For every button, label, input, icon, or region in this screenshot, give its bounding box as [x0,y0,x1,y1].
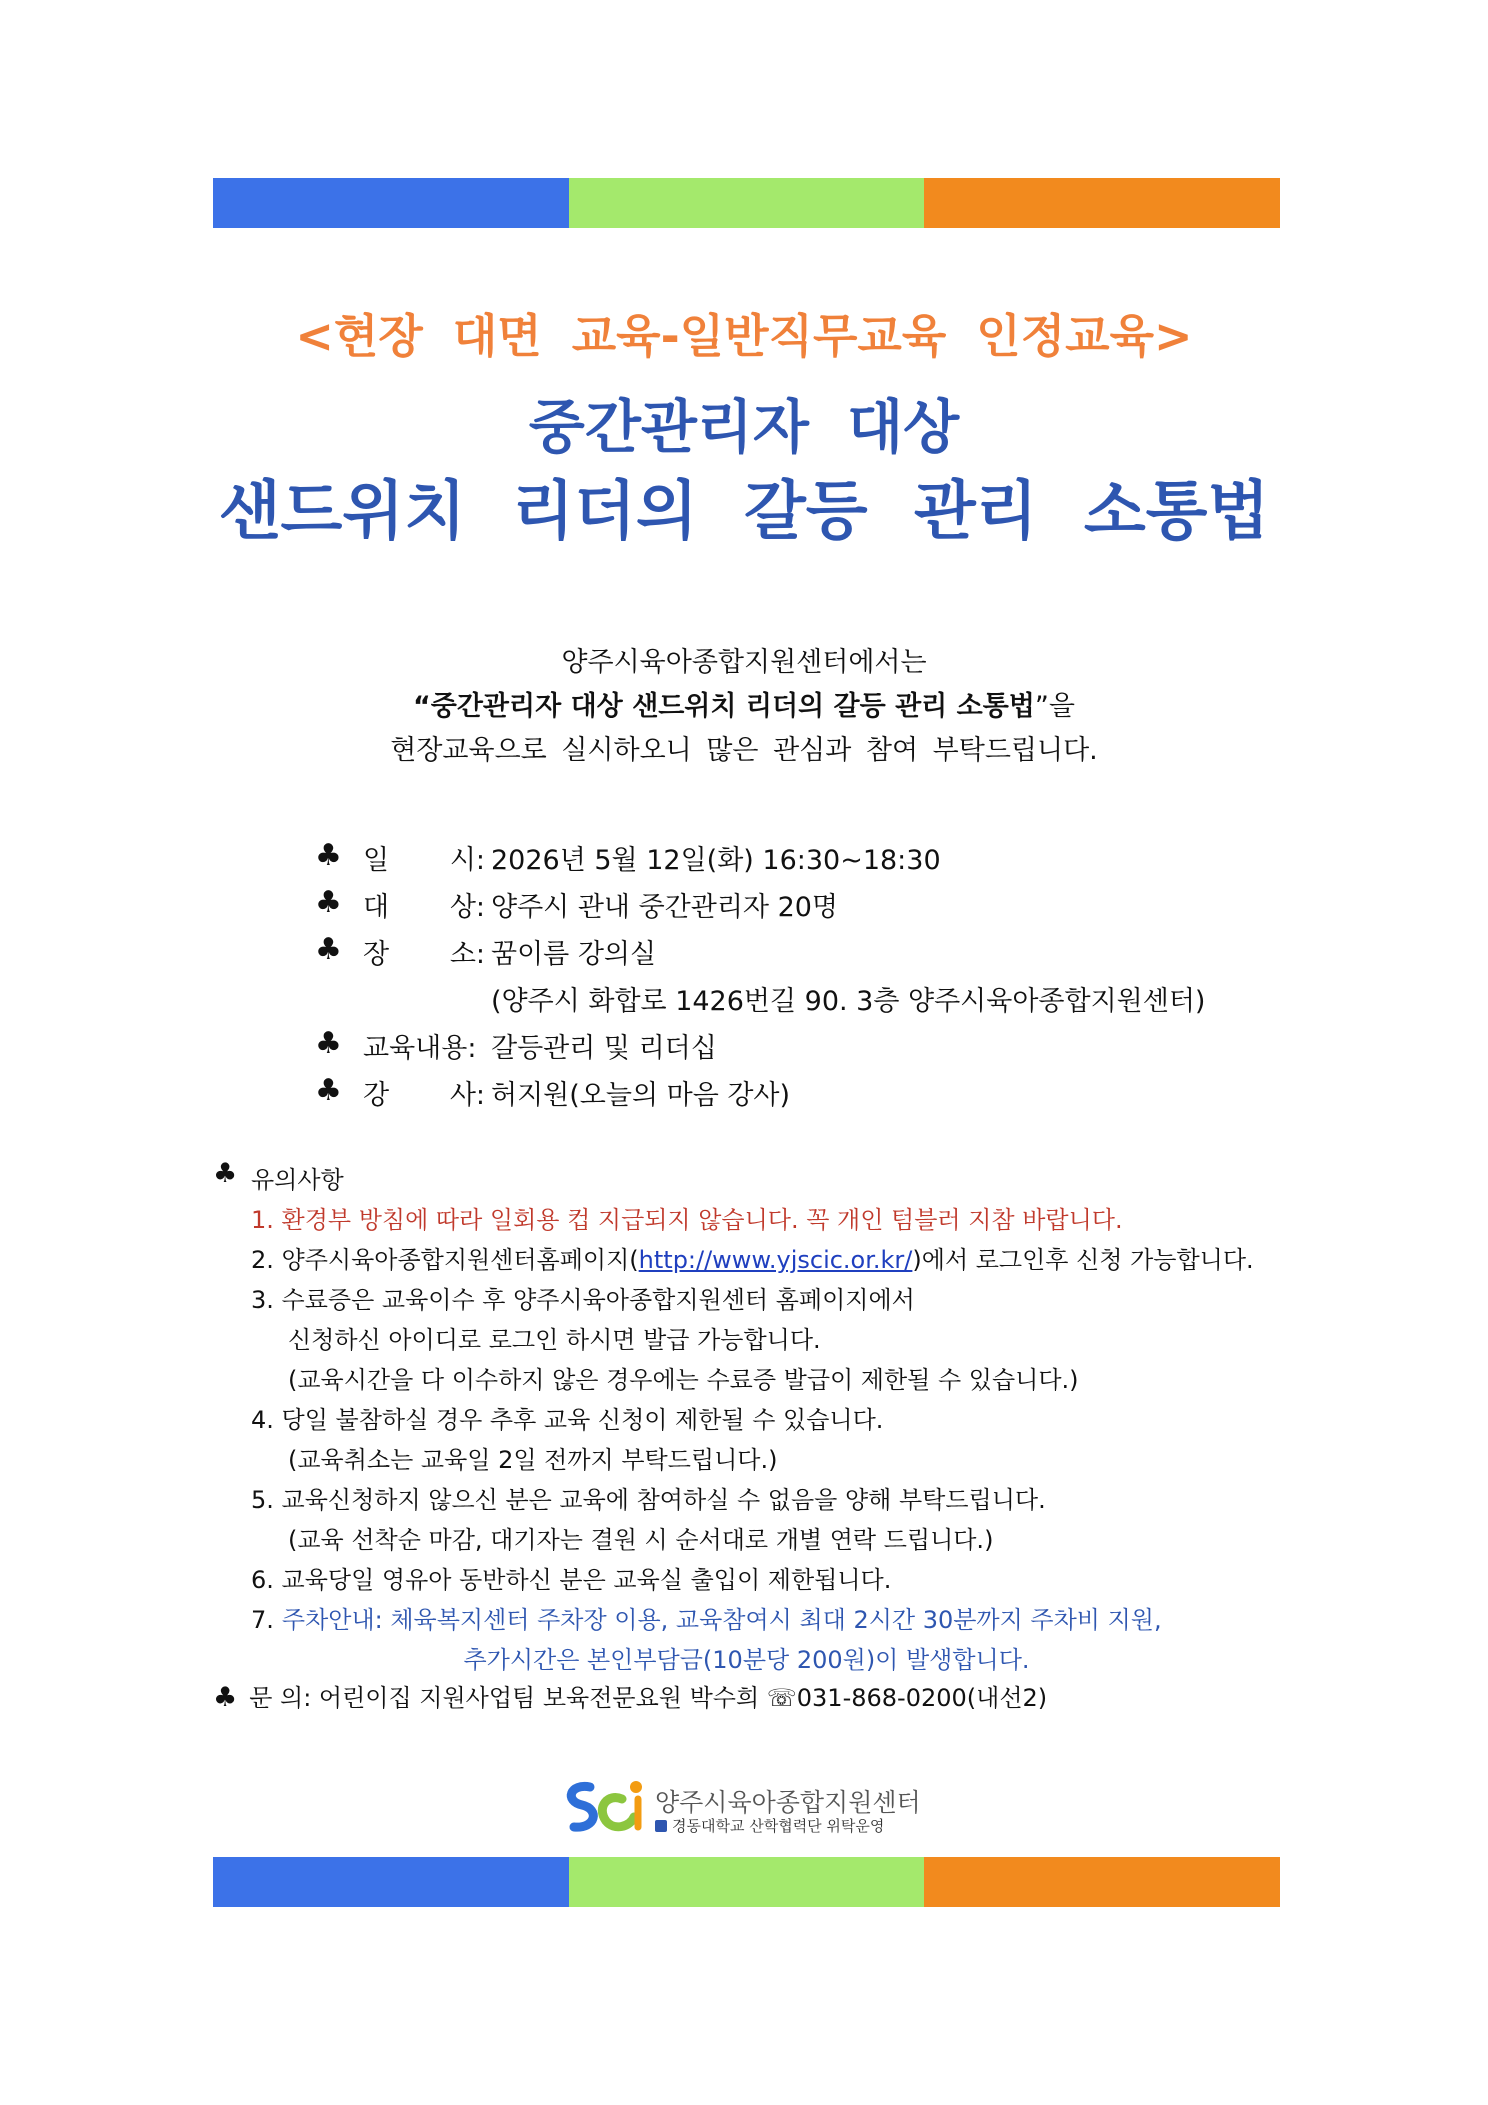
bar-segment-green [569,178,925,228]
homepage-link[interactable]: http://www.yjscic.or.kr/ [638,1246,913,1274]
university-emblem-icon [655,1820,667,1832]
note-item-5: 5. 교육신청하지 않으신 분은 교육에 참여하실 수 없음을 양해 부탁드립니다. [251,1486,1046,1514]
label-part: 사: [449,1080,485,1111]
bar-segment-orange [924,178,1280,228]
intro-suffix: ”을 [1034,691,1075,722]
club-bullet-icon: ♣ [213,1158,238,1189]
note-item-3-cont: 신청하신 아이디로 로그인 하시면 발급 가능합니다. [288,1326,821,1354]
detail-label [363,1073,485,1112]
subtitle: <현장 대면 교육-일반직무교육 인정교육> [295,309,1193,363]
detail-label [363,885,485,924]
bar-segment-blue [213,1857,569,1907]
detail-value: 꿈이름 강의실 [491,939,657,970]
club-bullet-icon: ♣ [315,885,342,920]
label-part: 장 [363,939,390,970]
inquiry-line [213,1678,1047,1713]
page-title-line1: 중간관리자 대상 [528,393,960,461]
club-bullet-icon: ♣ [213,1682,238,1713]
club-bullet-icon: ♣ [315,932,342,967]
bar-segment-blue [213,178,569,228]
note-item-3: 3. 수료증은 교육이수 후 양주시육아종합지원센터 홈페이지에서 [251,1286,915,1314]
note-item-3-note: (교육시간을 다 이수하지 않은 경우에는 수료증 발급이 제한될 수 있습니다.) [288,1366,1079,1394]
notes-heading-row [213,1160,1313,1200]
detail-label [363,838,485,877]
note-item-2 [213,1240,1313,1280]
center-logo [560,1775,940,1839]
page-title-line2: 샌드위치 리더의 갈등 관리 소통법 [218,475,1270,549]
label-part: 상: [449,892,485,923]
logo-sub-text: 경동대학교 산학협력단 위탁운영 [672,1817,885,1835]
inquiry-text: 문 의: 어린이집 지원사업팀 보육전문요원 박수희 ☏031-868-0200(내선2) [249,1684,1048,1712]
club-bullet-icon: ♣ [315,838,342,873]
parking-notice: 주차안내: 체육복지센터 주차장 이용, 교육참여시 최대 2시간 30분까지 주차비 지원, [281,1606,1162,1634]
note-text: 2. 양주시육아종합지원센터홈페이지( [251,1246,639,1274]
label-part: 소: [449,939,485,970]
parking-notice-cont: 추가시간은 본인부담금(10분당 200원)이 발생합니다. [463,1646,1030,1674]
label-part: 일 [363,845,390,876]
notes-section [213,1160,1313,1680]
intro-course-name: “중간관리자 대상 샌드위치 리더의 갈등 관리 소통법 [413,691,1035,722]
note-item-7 [213,1600,1313,1640]
detail-label [363,932,485,971]
label-part: 대 [363,892,390,923]
note-text: )에서 로그인후 신청 가능합니다. [912,1246,1254,1274]
center-logo-icon [560,1777,646,1839]
note-number: 7. [251,1606,274,1634]
intro-line-1: 양주시육아종합지원센터에서는 [561,647,927,678]
place-address: (양주시 화합로 1426번길 90. 3층 양주시육아종합지원센터) [491,986,1206,1017]
note-item-4-note: (교육취소는 교육일 2일 전까지 부탁드립니다.) [288,1446,778,1474]
intro-line-2 [0,684,1488,723]
detail-value: 2026년 5월 12일(화) 16:30~18:30 [491,845,941,876]
bar-segment-orange [924,1857,1280,1907]
bar-segment-green [569,1857,925,1907]
detail-value: 양주시 관내 중간관리자 20명 [491,892,839,923]
top-color-bar [213,178,1280,228]
club-bullet-icon: ♣ [315,1073,342,1108]
notes-heading: 유의사항 [251,1166,344,1194]
label-part: 강 [363,1080,390,1111]
note-item-1: 1. 환경부 방침에 따라 일회용 컵 지급되지 않습니다. 꼭 개인 텀블러 지참 바랍니다. [251,1206,1123,1234]
detail-label: 교육내용: [363,1033,477,1064]
bottom-color-bar [213,1857,1280,1907]
note-item-6: 6. 교육당일 영유아 동반하신 분은 교육실 출입이 제한됩니다. [251,1566,892,1594]
club-bullet-icon: ♣ [315,1026,342,1061]
note-item-5-note: (교육 선착순 마감, 대기자는 결원 시 순서대로 개별 연락 드립니다.) [288,1526,994,1554]
note-item-4: 4. 당일 불참하실 경우 추후 교육 신청이 제한될 수 있습니다. [251,1406,884,1434]
center-logo-subtitle [655,1815,884,1836]
center-logo-name: 양주시육아종합지원센터 [655,1788,921,1817]
label-part: 시: [449,845,485,876]
detail-value: 허지원(오늘의 마음 강사) [491,1080,791,1111]
intro-line-3: 현장교육으로 실시하오니 많은 관심과 참여 부탁드립니다. [390,735,1098,766]
detail-value: 갈등관리 및 리더십 [491,1033,717,1064]
